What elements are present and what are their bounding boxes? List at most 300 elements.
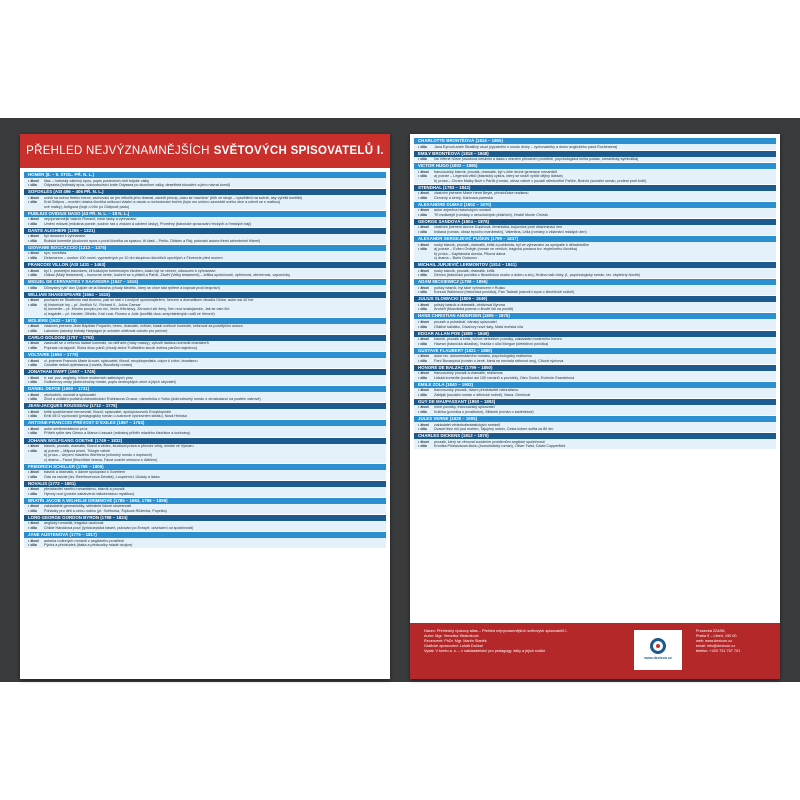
author-entry [414,268,776,278]
entry-text: představitel raného romantismu, básník a prozaik [44,487,125,492]
entry-text: Ilias – hrdinský válečný epos, popis posledních dnů trójské války [44,178,150,183]
author-heading: HANS CHRISTIAN ANDERSEN (1805 – 1875) [414,313,776,319]
entry-line [28,346,382,351]
entry-key: • dílo [418,144,427,149]
entry-text: Lidská komedie (soubor asi 100 románů a povídek), Otec Goriot, Evženie Grandetová [434,375,575,380]
entry-text: autorka rodinných románů z anglického prostředí [44,538,124,543]
entry-text: Dvacet tisíc mil pod mořem, Tajuplný ostrov, Cesta kolem světa za 80 dní [434,427,554,432]
author-heading: JOHANN WOLFGANG GOETHE (1749 – 1832) [24,438,386,444]
entry-text: zakladatel vědeckofantastických románů [434,422,501,427]
entry-text: básník a dramatik, v dávné spolupráci s Goethem [44,470,125,475]
entry-text: byl donucen k vyhnanství [44,234,86,239]
entry-key: • život [418,439,429,444]
entry-text: zasloužil se o reformu italské komedie, do dell’arte (hrály masky), vytvořil italskou komedii charakterů [44,341,209,346]
entry-text: c) tragédie – př. Hamlet, Othello, Král Lear, Romeo a Julie (konflikt dvou znepřátelených rodů ve Veroně) [44,311,215,316]
author-heading: VICTOR HUGO (1802 – 1885) [414,163,776,169]
entry-text: byl 1. prokletým básníkem, žil tuláckým bohémským životem, často byl ve vězení, odsouzen k vyhnanství [44,268,216,273]
entry-text: Odkaz (Malý testament) – humorné verše, loučení se s přáteli a Paříží, Závěť (Velký testament) – kritika společnosti, upřímnost, otevřenost, vzpomínky [44,273,291,278]
author-entry [414,319,776,329]
entry-key: • život [28,426,39,431]
entry-text: Dekameron – soubor 100 novel, vyprávěných po 10 dní skupinou šlechticů uprchlých z Florencie před morem [44,255,223,260]
entry-text: Kulička (povídka o prostitutce), Miláček (román o kariéristovi) [434,410,534,414]
author-heading: HONORÉ DE BALZAC (1799 – 1850) [414,365,776,371]
entry-line [28,286,382,291]
entry-key: • dílo [28,200,37,205]
entry-key: • dílo [28,508,37,513]
entry-key: • život [418,191,429,196]
entry-line [418,179,772,184]
left-poster-sheet [20,134,390,679]
entry-line [28,239,382,244]
entry-key: • dílo [418,247,427,252]
entry-key: • život [28,504,39,509]
author-entry [24,444,386,463]
entry-line [418,307,772,312]
entry-key: • život [418,225,429,230]
author-heading: ADAM MICKIEWICZ (1798 – 1855) [414,279,776,285]
entry-line [28,183,382,188]
entry-text: Konrad Wallenrod (historická povídka), Pan Tadeáš (národní epos o šlechtické rodině) [434,290,575,295]
entry-key: • dílo [418,358,427,363]
entry-key: • dílo [418,427,427,432]
entry-text: Důmyslný rytíř don Quijote de la Mancha (chudý šlechtic, který se chce stát rytířem a bojovat proti bezpráví) [44,285,220,290]
entry-line [28,273,382,278]
entry-key: • život [28,375,39,380]
entry-key: • dílo [28,397,37,402]
entry-key: • život [28,538,39,543]
author-heading: JONATHAN SWIFT (1667 – 1745) [24,369,386,375]
entry-key: • život [418,422,429,427]
author-entry [24,426,386,436]
entry-key: • dílo [28,380,37,385]
author-entry [414,169,776,184]
footer-contact-line: Prosecká 224/56, [696,629,726,633]
entry-line [28,543,382,548]
entry-text: Příběh rytíře des Grieux a Manon Lescaut (milostný příběh mladého šlechtice a kurtizány) [44,431,191,436]
footer-credit-line: Grafické zpracování: Lukáš Dočkal [424,644,483,649]
entry-line [418,196,772,201]
entry-key: • život [418,302,429,307]
author-heading: JANE AUSTENOVÁ (1775 – 1817) [24,532,386,538]
author-heading: ALEXANDR SERGEJEVIČ PUŠKIN (1799 – 1837) [414,236,776,242]
entry-key: • život [28,358,39,363]
entry-key: • život [418,405,429,410]
publisher-logo-icon [650,638,666,654]
entry-key: • dílo [418,375,427,380]
entry-text: b) próza – Chrám Matky Boží v Paříži (román, obraz vášně v pozadí středověké Paříže, Bídníci (sociální román, protest proti bídě) [434,178,647,183]
author-entry [24,538,386,548]
entry-text: francouzský prozaik, hlavní představitel naturalismu [434,388,519,393]
entry-text: Umění milovat (milostná poezie, soubor rad o získání a udržení lásky), Proměny (básnické zpracování řeckých a římských bájí) [44,221,252,226]
entry-text: Pýcha a předsudek (láska a předsudky mladé dvojice) [44,543,133,548]
publisher-logo-text: www.dexicon.cz [644,656,672,661]
entry-key: • život [28,444,39,448]
entry-key: • dílo [418,324,427,329]
entry-line [418,145,772,150]
author-entry [24,392,386,402]
author-entry [24,217,386,227]
author-entry [414,388,776,398]
author-heading: CARLO GOLDONI (1707 – 1793) [24,335,386,341]
entry-text: mistr povídky, francouzský spisovatel [434,405,495,410]
entry-key [418,179,434,184]
entry-key: • život [28,217,39,222]
author-entry [414,242,776,261]
entry-key: • dílo [418,174,427,179]
entry-text: Král Oidipus – morální otázka člověka unikoucí vlastní a osudu a rozhodování božím (bylo mu určeno zavraždit svého otce a oženit se s matkou) [44,200,281,205]
author-entry [414,405,776,415]
author-entry [414,439,776,449]
entry-text: polský básník, byl také vyhnancem v Rusku [434,285,506,290]
author-heading: HOMÉR (8. – 9. STOL. PŘ. N. L.) [24,172,386,178]
entry-text: Hymny noci (poezie zabarvená náboženskou mystikou) [44,491,135,496]
author-entry [414,144,776,150]
entry-key [28,312,44,317]
entry-key: • dílo [28,273,37,278]
entry-key: • život [418,242,429,247]
author-heading: PUBLIUS OVIDIUS NASO (43 PŘ. N. L. – 18 N. L.) [24,211,386,217]
entry-text: a) poezie – Mäjová píseň, Trilogie vášně [44,448,111,453]
entry-text: Život a zvláštní podivná dobrodružství Robinsona Crusoe, námořníka z Yorku (dobrodružný román o ztroskotanci na pustém ostrově) [44,397,261,402]
entry-line [28,397,382,402]
entry-text: autor tzv. dokumentárního románu, psychologický realismus [434,354,532,359]
author-heading: GEORGE SANDOVÁ (1804 – 1876) [414,219,776,225]
author-entry [24,298,386,317]
author-heading: ALEXANDRE DUMAS (1802 – 1870) [414,202,776,208]
entry-key: • život [28,324,39,329]
entry-line [28,256,382,261]
entry-line [418,273,772,278]
entry-key: • dílo [28,285,37,290]
author-heading: BRATŘI JACOB A WILHELM GRIMMOVÉ (1785 – 1863, 1786 – 1859) [24,498,386,504]
entry-key: • život [28,392,39,397]
entry-line [28,363,382,368]
entry-key: • život [28,521,39,526]
entry-key: • dílo [28,302,37,307]
entry-text: Ošklivé káčátko, Císařovy nové šaty, Malá mořská víla [434,324,523,329]
entry-key: • dílo [28,328,37,333]
poster-title: PŘEHLED NEJVÝZNAMNĚJŠÍCH [26,145,210,157]
entry-line [418,393,772,398]
author-entry [24,358,386,368]
entry-key: • dílo [28,431,37,436]
entry-text: nejvýznamnější básník Římanů, mistr lásky a vyhnanství [44,217,137,222]
entry-line [28,509,382,514]
entry-text: Indiana (román, obraz trpícího manželství), Valentina, Lélia (romány o zklamání mladých žen) [434,229,587,234]
entry-text: své matky), Antigona (boje o trůn po Oidipově pádu) [44,204,130,209]
entry-key: • život [28,178,39,183]
entry-key: • dílo [28,526,37,531]
entry-key: • dílo [418,392,427,397]
entry-text: Óda na radost (tzv. Beethovenova Devátá), Loupežníci, Úklady a láska [44,474,160,479]
author-entry [414,337,776,347]
poster-title-highlight: SVĚTOVÝCH SPISOVATELŮ I. [213,145,384,157]
entry-key: • život [418,388,429,393]
entry-key: • život [28,341,39,346]
entry-text: polský básník a dramatik, obdivoval Byrona [434,302,505,307]
author-entry [24,324,386,334]
entry-key: • život [418,285,429,290]
entry-line [418,427,772,432]
entry-text: Démon (básnická povídka o filozofickou úvahu o dobru a zlu), Hrdina naší doby (1. psychologický román, tzv. zbytečný člověk) [434,273,641,278]
footer-contact-line: web: www.dexicon.cz [696,639,733,644]
entry-key: • život [418,354,429,359]
entry-text: Havran (básnická skladba), Vražda v ulici Morgue (detektivní povídka) [434,341,549,346]
entry-line [28,205,382,210]
entry-line [28,526,382,531]
author-heading: GUSTAVE FLAUBERT (1821 – 1880) [414,348,776,354]
author-heading: EMILY BRONTËOVÁ (1818 – 1848) [414,151,776,157]
entry-text: vlastním jménem Marie Henri Beyle, předchůdce realismu [434,191,529,196]
entry-text: d) historické hry – př. Jindřich IV., Richard II., Julius Caesar [44,302,141,307]
author-heading: CHARLES DICKENS (1812 – 1870) [414,433,776,439]
author-heading: STENDHAL (1783 – 1842) [414,185,776,191]
footer-contact-line: email: info@dexicon.cz [696,644,736,649]
entry-key: • dílo [28,255,37,260]
entry-text: básník, prozaik, dramatik, filozof a vědec, studoval práva a přírodní vědy, ministr ve Výmaru [44,444,194,448]
author-entry [24,268,386,278]
entry-key: • život [418,337,429,342]
right-poster-sheet [410,134,780,679]
author-heading: DANTE ALIGHIERI (1265 – 1321) [24,228,386,234]
entry-key: • dílo [418,444,427,449]
entry-key: • dílo [418,195,427,200]
author-heading: JEAN-JACQUES ROUSSEAU (1712 – 1778) [24,403,386,409]
entry-key: • dílo [28,474,37,479]
entry-key: • dílo [28,363,37,368]
entry-key: • dílo [28,448,37,453]
author-heading: EDGAR ALLAN POE (1809 – 1849) [414,331,776,337]
entry-text: Lakomec (lakotný bohatý Harpagon je ochoten obětovat cokoliv pro peníze) [44,328,168,333]
entry-text: a) poezie – Legenda věků (básnický cyklus, který se snaží vylíčit dějiny lidstva) [434,174,563,179]
entry-line [28,431,382,436]
entry-line [418,230,772,235]
entry-text: b) próza – Kapitánská dcerka, Piková dáma [434,251,506,256]
entry-text: Tři mušketýři (romány o nerozlučných přátelích), Hrabě Monte Christo [434,212,548,217]
author-entry [414,285,776,295]
publisher-logo [634,630,682,670]
author-heading: FRIEDRICH SCHILLER (1759 – 1805) [24,464,386,470]
entry-line [418,256,772,261]
author-entry [24,195,386,210]
author-heading: JULES VERNE (1828 – 1905) [414,416,776,422]
author-entry [24,251,386,261]
entry-text: Jana Eyrová aneb Strašlivý osud (vyprávění o osudu dívky – vychovatelky a domu anglického pana Rochestera) [434,144,618,149]
entry-text: b) próza – Utrpení mladého Werthera (milostný román v dopisech) [44,453,153,458]
entry-text: c) drama – Boris Godunov [434,256,478,261]
author-entry [24,375,386,385]
author-heading: ANTOINE-FRANCOIS PRÉVOST D´EXILES (1697 – 1763) [24,420,386,426]
entry-text: Paní Bovaryová (román o ženě, která se nechala strhnout sny), Citová výchova [434,358,564,363]
entry-key [28,205,44,210]
entry-text: syn, novelista [44,251,67,256]
author-heading: SOFOKLÉS (ASI 496 – 406 PŘ. N. L.) [24,189,386,195]
entry-text: uvedl na scénu třetího herce, zachovalo se jen několik jeho dramat, zavedl princip „času se machina“ (bůh ze stroje – vysvětlení na scéně, aby vyřešil konflikt) [44,195,302,200]
entry-key: • život [28,487,39,492]
entry-key: • dílo [28,183,37,188]
poster-footer [410,623,780,679]
entry-key: • dílo [418,273,427,278]
entry-key: • dílo [28,491,37,496]
entry-text: Childe Haroldova pouť (lyrickoepická báseň, putování po Evropě, odvrácení od společnosti) [44,526,194,531]
entry-key: • život [28,409,39,414]
entry-key: • život [418,169,429,174]
entry-text: Na Větrné hůrce (osudová nenávist a láska v drsném přírodním prostředí, psychologická kniha postav, romantický symbolika) [434,157,639,162]
entry-text: autor zejména historických románů [434,208,492,213]
entry-key: • život [418,319,429,324]
author-heading: DANIEL DEFOE (1660 – 1731) [24,386,386,392]
author-entry [24,341,386,351]
author-entry [24,409,386,419]
entry-key: • život [28,470,39,475]
entry-text: kritik společenské nerovnosti, filozof, spisovatel, spolupracovník Encyklopedie [44,409,172,414]
author-heading: LORD GEORGE GORDON BYRON (1788 – 1824) [24,515,386,521]
author-list-right [410,134,780,449]
entry-text: pocházel ze Stratfordu nad Avonou, pak se stal v Londýně spolumajitelem, hercem a dramatikem divadla Globe, autor asi 40 her [44,298,254,303]
footer-credit-line: Autor: Mgr. Veronika Strakošová [424,634,479,639]
entry-text: Kronika Pickwickova klubu (humoristický román), Oliver Twist, David Copperfield [434,444,566,449]
entry-key [28,458,44,463]
author-heading: ÉMILE ZOLA (1840 – 1902) [414,382,776,388]
entry-key: • dílo [418,307,427,312]
entry-key: • dílo [418,212,427,217]
author-heading: CHARLOTTE BRONTËOVÁ (1816 – 1855) [414,138,776,144]
footer-contact [696,629,776,654]
author-entry [24,521,386,531]
entry-line [418,213,772,218]
entry-line [418,444,772,449]
author-entry [414,157,776,163]
entry-text: zakladatelé germanistiky, sběratelé lidové slovesnosti [44,504,132,509]
entry-line [28,312,382,317]
author-list-left [20,168,390,548]
footer-credits [424,629,614,654]
author-heading: WILLIAM SHAKESPEARE (1564 – 1616) [24,292,386,298]
author-heading: JULIUS SLOWACKI (1809 – 1849) [414,296,776,302]
entry-text: obchodník, novinář a spisovatel [44,392,96,397]
author-heading: MOLIÉRE (1622 – 1673) [24,318,386,324]
author-heading: MIGUEL DE CERVANTES Y SAAVEDRA (1547 – 1616) [24,279,386,285]
author-heading: MICHAIL JURJEVIČ LERMONTOV (1814 – 1841) [414,262,776,268]
entry-text: vl. jménem Francois Marie Arouet, spisovatel, filozof, encyklopedista, odpor k církvi, fanatismu [44,358,198,363]
entry-text: b) komedie – př. Mnoho povyku pro nic, Večer tříkrálový, Zkrocení zlé ženy, Sen noci svatojánské, Jak se vám líbí [44,307,230,312]
footer-contact-line: telefon: +420 731 757 701 [696,649,741,654]
entry-text: Božská komedie (duchovní epos o pouti člověka za spásou, tři části – Peklo, Očistec a Ráj; putování autora třemi záhrobními říšemi) [44,238,261,243]
entry-line [418,290,772,295]
entry-key: • dílo [418,157,427,162]
entry-text: a) poezie – Evžen Oněgin (román ve verších, tragická postava tzv. zbytečného člověka) [434,247,577,252]
entry-text: Zabiják (sociální román o dělnické rodině), Nana, Germinal [434,392,531,397]
entry-key: • život [28,234,39,239]
author-heading: GUY DE MAUPASSANT (1850 – 1893) [414,399,776,405]
author-entry [414,208,776,218]
author-heading: NOVALIS (1772 – 1801) [24,481,386,487]
entry-key: • dílo [418,341,427,346]
author-entry [414,191,776,201]
entry-line [28,380,382,385]
poster-title-banner [20,134,390,168]
entry-line [28,458,382,463]
entry-key: • život [418,268,429,273]
entry-key: • život [28,195,39,200]
entry-line [28,222,382,227]
entry-key: • život [28,268,39,273]
author-heading: GIOVANNI BOCCACCIO (1313 – 1375) [24,245,386,251]
entry-text: Candide neboli optimismus (novela, filozofický román) [44,363,133,368]
entry-key: • dílo [28,345,37,350]
entry-key: • dílo [418,229,427,234]
entry-text: Červený a černý, Kartouza parmská [434,195,493,200]
entry-key: • dílo [418,290,427,295]
author-entry [414,422,776,432]
entry-text: vlastním jménem Aurore Dupinová, feministka, bojovnice proti diskriminaci žen [434,225,563,230]
entry-key: • dílo [28,238,37,243]
entry-line [28,414,382,419]
entry-line [28,475,382,480]
entry-text: c) drama – Faust (filozofické drama, Faust uzavře smlouvu s ďáblem) [44,457,158,462]
entry-text: anglický romantik, tragická osobnost [44,521,104,526]
author-entry [24,504,386,514]
entry-key: • život [418,371,429,376]
author-entry [24,470,386,480]
author-entry [414,371,776,381]
entry-text: ir. sat. poz. anglicky, tvůrce moderních satirických próz [44,375,133,380]
footer-credit-line: Název: Přehledný výukový atlas – Přehled nejvýznamnějších světových spisovatelů I. [424,629,568,633]
entry-key: • život [28,298,39,303]
author-entry [414,354,776,364]
entry-text: autor sentimentálních próz [44,426,88,431]
entry-line [418,157,772,162]
author-entry [24,234,386,244]
entry-text: Poprask na laguně, Sluha dvou pánů (chudý sluha Truffaldino slouží dvěma pánům najednou) [44,345,198,350]
author-entry [24,178,386,188]
entry-key: • dílo [28,221,37,226]
entry-line [418,342,772,347]
entry-text: ruský básník, prozaik, dramatik, kritik a publicista, byl ve vyhnanství za sympatie k děkabristům [434,242,589,247]
entry-text: Emil čili O vychování (pedagogický román o autorově výchovném ideálu), Nová Heloisa [44,414,187,419]
entry-key: • dílo [28,543,37,548]
entry-line [28,329,382,334]
entry-text: ruský básník, prozaik, dramatik, kritik [434,268,495,273]
footer-credit-line: Recenzent: PhDr. Mgr. Martin Staněk [424,639,487,644]
entry-key: • život [28,251,39,256]
entry-text: Gulliverovy cesty (dobrodružný román, popis neobvyklých zemí a jejich obyvatel) [44,380,176,385]
entry-text: prozaik, který se věnoval sociálním problémům anglické společnosti [434,439,545,444]
entry-line [418,359,772,364]
entry-text: básník, prozaik a kritik, tvůrce detektivní povídky, zakladatel moderního hororu [434,337,562,342]
entry-key: • dílo [418,410,427,414]
entry-text: prozaik a pohádkář, dánský spisovatel [434,319,497,324]
entry-key: • dílo [28,414,37,419]
entry-text: Pohádky pro děti a celou rodinu (př. Sněhurka, Šípková Růženka, Popelka) [44,508,167,513]
author-entry [24,285,386,291]
entry-line [418,410,772,415]
entry-line [28,492,382,497]
author-entry [24,487,386,497]
entry-text: Arnheľi (filozofická poema o životě lidí na poušti) [434,307,514,312]
author-entry [414,225,776,235]
entry-text: francouzský prozaik a dramatik, realismus [434,371,503,376]
entry-key: • život [418,208,429,213]
footer-credit-line: Vydal: V tomto a. s. – v nakladatelství pro pedagogy, žáky a jejich rodiče [424,649,546,654]
entry-text: vlastním jménem Jean Baptiste Poquelin, herec, dramatik, režisér, klasik světové komedie, kritizoval za pozdějšího autora [44,324,243,329]
entry-line [418,376,772,381]
entry-key [418,256,434,261]
author-heading: FRANCOIS VILLON (ASI 1431 – 1463) [24,262,386,268]
entry-text: Odysseia (hrdinský epos, dobrodružství krále Odyssea po skončení války, desetiletá bloudění a jeho návrat domů) [44,183,231,188]
author-heading: VOLTAIRE (1694 – 1778) [24,352,386,358]
entry-text: francouzský básník, prozaik, dramatik, byl v čele druhé generace romantiků [434,169,558,174]
